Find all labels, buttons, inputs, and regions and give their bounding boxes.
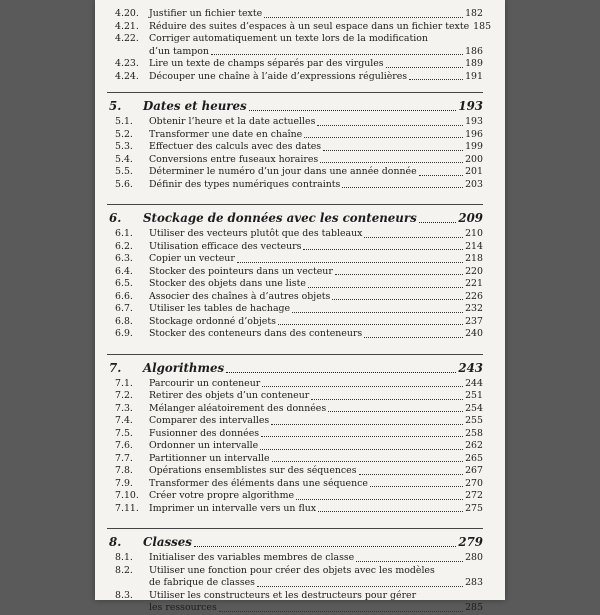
toc-entry [107,266,483,279]
entry-number: 7.7. [115,452,133,464]
chapter-title: Dates et heures [143,99,247,113]
toc-entry-4-20 [107,8,483,21]
entry-number: 7.11. [115,502,139,514]
entry-page: 251 [465,390,483,401]
entry-number: 7.3. [115,402,133,414]
entry-page: 221 [465,278,483,289]
chapter-number: 8. [109,535,122,549]
toc-entry [107,116,483,129]
entry-page: 255 [465,415,483,426]
entry-page: 185 [473,20,492,32]
toc-entry [107,228,483,241]
chapter-page: 209 [458,211,483,225]
entry-page: 283 [465,577,483,588]
chapter-number: 5. [109,99,122,113]
entry-number: 7.1. [115,377,133,389]
entry-title: Créer votre propre algorithme [149,490,295,501]
entry-number: 5.3. [115,141,133,152]
chapter-page: 279 [458,535,483,549]
toc-entry [107,453,483,466]
toc-entry [107,440,483,453]
chapter-page: 193 [458,99,483,113]
dot-leader [386,66,463,68]
toc-entry [107,278,483,291]
entry-page: 201 [465,166,483,177]
entry-number: 4.20. [115,8,139,19]
entry-page: 240 [465,328,483,339]
dot-leader [257,585,463,587]
chapter-heading-7 [107,354,483,376]
entry-title-continued: d’un tampon [149,45,209,57]
entry-number: 4.21. [115,20,139,32]
toc-entry [107,166,483,179]
entry-page: 275 [465,502,483,514]
chapter-number: 7. [109,360,122,375]
dot-leader [364,236,463,238]
entry-number: 4.22. [115,33,139,44]
dot-leader [419,174,463,176]
toc-entry [107,253,483,266]
entry-number: 8.1. [115,552,133,563]
entry-number: 7.8. [115,465,133,476]
toc-entry [107,403,483,416]
toc-entry-4-21 [107,20,492,34]
entry-page: 199 [465,141,483,152]
dot-leader [260,448,463,450]
entry-page: 203 [465,178,483,190]
dot-leader [219,610,463,612]
dot-leader [292,311,463,313]
entry-title: Utiliser les tables de hachage [149,303,291,314]
dot-leader [359,473,464,475]
entry-number: 7.10. [115,490,139,501]
entry-page: 191 [465,70,483,82]
entry-number: 5.5. [115,166,133,177]
entry-page: 262 [465,440,483,451]
entry-title: Justifier un fichier texte [149,8,263,19]
entry-title: Utiliser une fonction pour créer des objets avec les modèles [149,564,435,576]
entry-number: 8.3. [115,589,133,601]
entry-number: 8.2. [115,564,133,576]
toc-entry-4-24 [107,71,483,84]
toc-entry [107,328,483,341]
entry-page: 226 [465,290,483,302]
entry-title: Transformer des éléments dans une séquence [149,477,368,489]
entry-number: 4.23. [115,58,139,69]
entry-title: Réduire des suites d’espaces à un seul espace dans un fichier texte [149,20,470,32]
entry-title: Stocker des pointeurs dans un vecteur [149,265,333,277]
entry-title: Comparer des intervalles [149,415,270,426]
entry-number: 5.4. [115,153,133,165]
dot-leader [303,248,463,250]
chapter-title: Algorithmes [143,360,225,375]
entry-number: 5.1. [115,116,133,127]
toc-entry [107,378,483,391]
table-of-contents [107,6,492,615]
toc-entry-4-22 [107,33,483,58]
entry-page: 196 [465,128,483,140]
toc-entry [107,490,483,503]
toc-entry [107,241,483,254]
entry-title-continued: les ressources [149,602,217,613]
dot-leader [261,435,463,437]
dot-leader [409,78,463,80]
chapter-heading-5 [107,92,483,114]
toc-entry-4-23 [107,58,483,71]
entry-title: Copier un vecteur [149,253,235,264]
entry-title: Définir des types numériques contraints [149,178,341,190]
entry-page: 285 [465,602,483,613]
entry-title: Parcourir un conteneur [149,377,261,389]
dot-leader [249,109,457,111]
entry-number: 6.3. [115,253,133,264]
entry-page: 214 [465,240,483,252]
entry-number: 7.5. [115,427,133,439]
entry-page: 189 [465,58,483,69]
entry-page: 272 [465,490,483,501]
toc-entry [107,179,483,192]
entry-page: 200 [465,153,483,165]
entry-page: 254 [465,402,483,414]
entry-number: 6.4. [115,265,133,277]
entry-title: Conversions entre fuseaux horaires [149,153,319,165]
toc-entry [107,303,483,316]
dot-leader [311,398,463,400]
toc-entry [107,565,483,590]
entry-page: 265 [465,452,483,464]
toc-entry [107,291,483,304]
chapter-page: 243 [458,360,483,375]
dot-leader [194,545,456,547]
entry-title: Ordonner un intervalle [149,440,259,451]
chapter-heading-8 [107,528,483,550]
entry-number: 6.7. [115,303,133,314]
entry-title: Initialiser des variables membres de classe [149,552,355,563]
entry-number: 6.2. [115,240,133,252]
dot-leader [272,460,464,462]
entry-title: Déterminer le numéro d’un jour dans une année donnée [149,166,417,177]
entry-title: Mélanger aléatoirement des données [149,402,327,414]
entry-number: 7.4. [115,415,133,426]
dot-leader [264,16,463,18]
toc-entry [107,590,483,615]
entry-number: 6.6. [115,290,133,302]
chapter-title: Classes [143,535,192,549]
entry-number: 7.2. [115,390,133,401]
chapter-title: Stockage de données avec les conteneurs [143,211,417,225]
entry-title: Retirer des objets d’un conteneur [149,390,310,401]
entry-title: Obtenir l’heure et la date actuelles [149,116,316,127]
toc-entry [107,503,483,516]
dot-leader [271,423,463,425]
toc-entry [107,415,483,428]
book-page [95,0,505,613]
dot-leader [332,298,463,300]
dot-leader [364,336,463,338]
chapter-heading-6 [107,204,483,226]
entry-title: Associer des chaînes à d’autres objets [149,290,331,302]
entry-title: Imprimer un intervalle vers un flux [149,502,317,514]
entry-title: Utiliser les constructeurs et les destructeurs pour gérer [149,589,417,601]
entry-page: 186 [465,45,483,57]
entry-number: 7.9. [115,477,133,489]
entry-number: 6.1. [115,228,133,239]
entry-title: Stocker des objets dans une liste [149,278,306,289]
dot-leader [317,124,463,126]
entry-page: 220 [465,265,483,277]
dot-leader [320,161,463,163]
entry-page: 210 [465,228,483,239]
entry-page: 232 [465,303,483,314]
chapter-5-entries [107,116,483,191]
entry-page: 218 [465,253,483,264]
entry-title: Utilisation efficace des vecteurs [149,240,302,252]
chapter-8-entries [107,552,483,615]
entry-page: 280 [465,552,483,563]
dot-leader [328,410,463,412]
dot-leader [304,136,463,138]
entry-number: 6.5. [115,278,133,289]
entry-page: 270 [465,477,483,489]
entry-number: 4.24. [115,70,139,82]
entry-number: 7.6. [115,440,133,451]
entry-title: Stockage ordonné d’objets [149,315,276,327]
entry-number: 5.6. [115,178,133,190]
chapter-6-entries [107,228,483,341]
toc-entry [107,465,483,478]
toc-entry [107,552,483,565]
toc-entry [107,428,483,441]
dot-leader [335,273,463,275]
toc-entry [107,154,483,167]
entry-page: 237 [465,315,483,327]
entry-page: 258 [465,427,483,439]
dot-leader [296,498,463,500]
dot-leader [318,510,463,512]
dot-leader [308,286,463,288]
dot-leader [226,371,456,373]
entry-number: 5.2. [115,128,133,140]
entry-page: 182 [465,8,483,19]
dot-leader [278,323,463,325]
dot-leader [237,261,463,263]
chapter-7-entries [107,378,483,516]
toc-entry [107,141,483,154]
chapter-number: 6. [109,211,122,225]
dot-leader [342,186,463,188]
dot-leader [323,149,463,151]
entry-title: Découper une chaîne à l’aide d’expressions régulières [149,70,408,82]
entry-title: Opérations ensemblistes sur des séquences [149,465,357,476]
entry-number: 6.9. [115,328,133,339]
entry-title: Lire un texte de champs séparés par des virgules [149,58,384,69]
entry-page: 244 [465,377,483,389]
chapter-4-continuation [107,8,492,83]
dot-leader [356,560,463,562]
toc-entry [107,129,483,142]
toc-entry [107,478,483,491]
entry-title: Corriger automatiquement un texte lors de la modification [149,33,428,44]
entry-title: Stocker des conteneurs dans des conteneurs [149,328,363,339]
entry-title: Effectuer des calculs avec des dates [149,141,322,152]
entry-title: Utiliser des vecteurs plutôt que des tableaux [149,228,363,239]
entry-page: 267 [465,465,483,476]
dot-leader [419,221,457,223]
toc-entry [107,390,483,403]
entry-title: Transformer une date en chaîne [149,128,303,140]
toc-entry [107,316,483,329]
entry-page: 193 [465,116,483,127]
dot-leader [262,385,463,387]
entry-title: Fusionner des données [149,427,260,439]
dot-leader [370,485,463,487]
entry-title: Partitionner un intervalle [149,452,270,464]
entry-number: 6.8. [115,315,133,327]
dot-leader [211,53,463,55]
entry-title-continued: de fabrique de classes [149,577,255,588]
